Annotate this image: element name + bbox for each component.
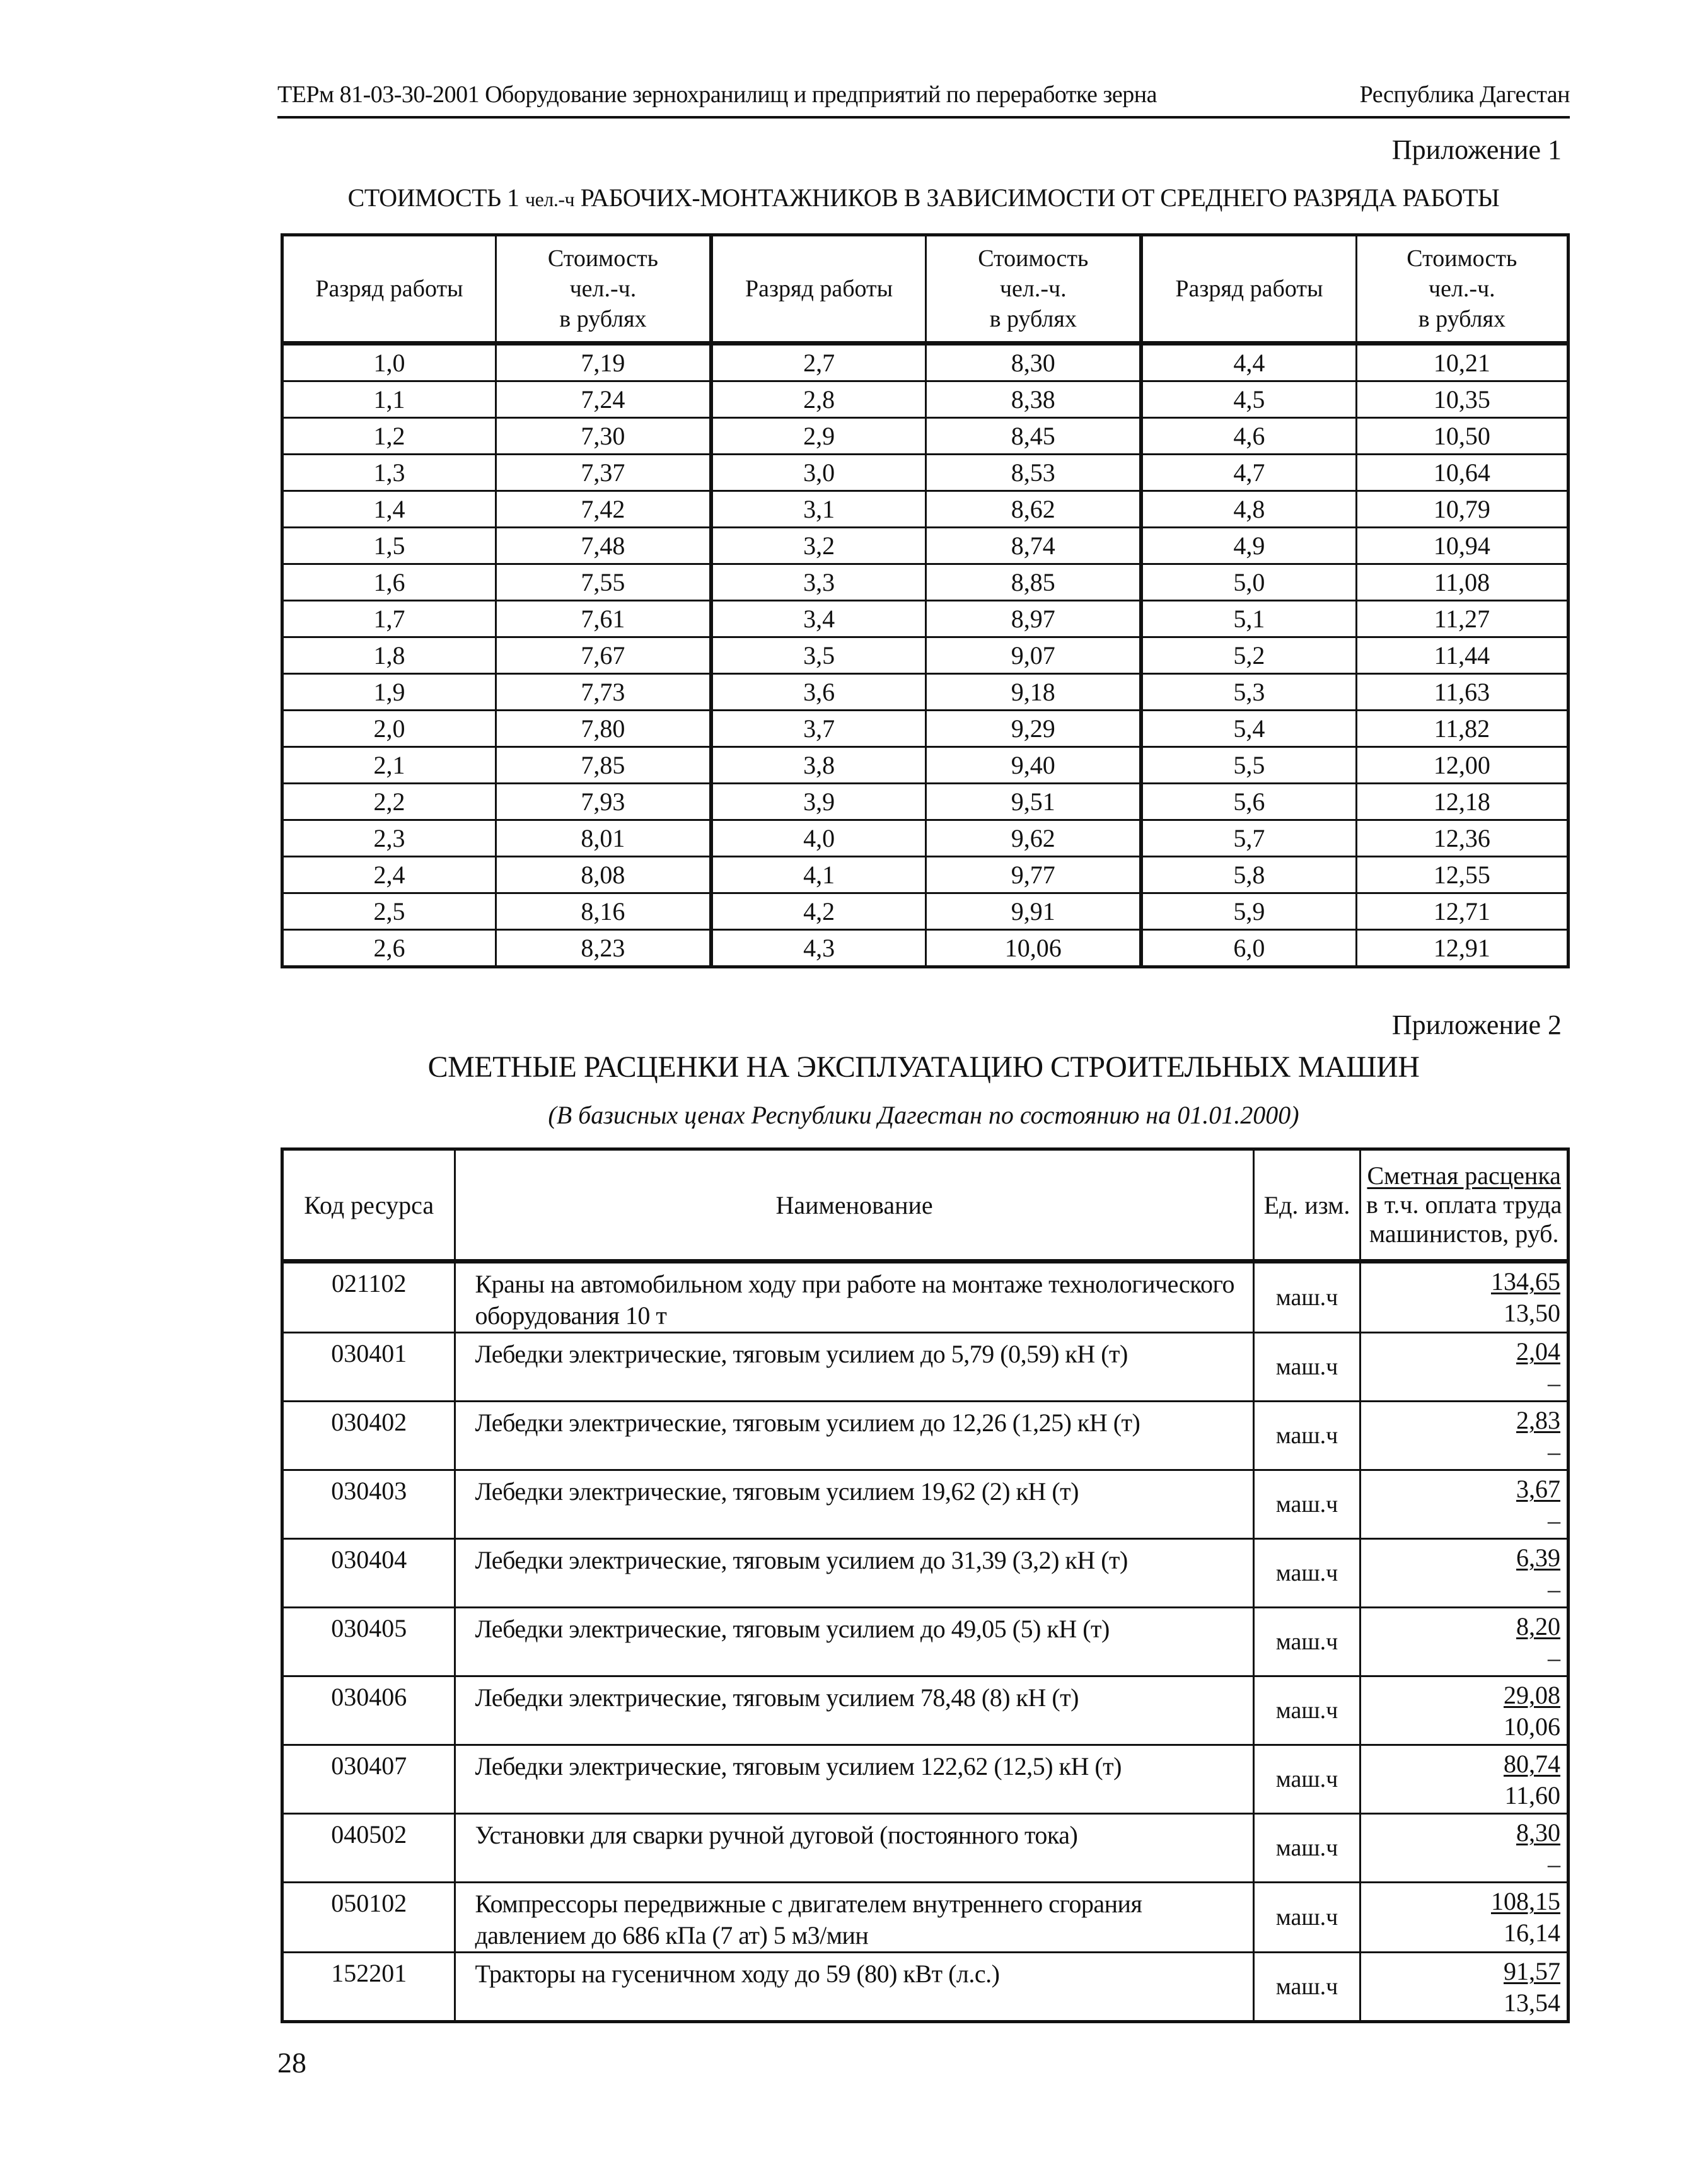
labor-cost-header-row: [282, 235, 1569, 344]
machine-rate-row: [282, 1470, 1569, 1539]
grade-cell: 5,1: [1141, 601, 1356, 637]
cost-cell: 8,85: [926, 564, 1141, 601]
cost-b: чел.-ч.: [1428, 276, 1495, 302]
labor-cost-row: [282, 784, 1569, 820]
page-number: 28: [277, 2047, 306, 2079]
grade-cell: 2,8: [711, 381, 926, 418]
unit-cell: маш.ч: [1253, 1402, 1360, 1470]
price-total-value: 108,15: [1491, 1887, 1560, 1915]
unit-cell: маш.ч: [1253, 1814, 1360, 1883]
labor-cost-row: [282, 857, 1569, 893]
machine-rate-row: [282, 1333, 1569, 1402]
cost-b: чел.-ч.: [569, 276, 637, 302]
appendix-2-label: Приложение 2: [1391, 1009, 1562, 1040]
grade-cell: 4,1: [711, 857, 926, 893]
grade-cell: 4,7: [1141, 455, 1356, 491]
grade-cell: 2,0: [282, 711, 496, 747]
price-total: [1361, 1336, 1560, 1368]
resource-name-cell: Краны на автомобильном ходу при работе на монтаже технологического оборудования 10 т: [455, 1262, 1253, 1333]
price-cell: [1360, 1333, 1569, 1402]
cost-cell: 8,74: [926, 528, 1141, 564]
cost-cell: 7,67: [496, 637, 711, 674]
grade-cell: 4,5: [1141, 381, 1356, 418]
price-total: [1361, 1405, 1560, 1436]
grade-cell: 4,6: [1141, 418, 1356, 455]
resource-name-cell: Лебедки электрические, тяговым усилием 122,62 (12,5) кН (т): [455, 1745, 1253, 1814]
cost-cell: 7,55: [496, 564, 711, 601]
cost-cell: 11,27: [1356, 601, 1568, 637]
grade-cell: 1,1: [282, 381, 496, 418]
cost-c: в рублях: [1418, 306, 1505, 332]
header-grade-3: Разряд работы: [1141, 235, 1356, 344]
grade-cell: 3,2: [711, 528, 926, 564]
machine-rate-row: [282, 1745, 1569, 1814]
price-labor-value: –: [1548, 1850, 1560, 1878]
price-labor-value: –: [1548, 1438, 1560, 1466]
grade-cell: 3,1: [711, 491, 926, 528]
price-total-value: 2,04: [1516, 1337, 1560, 1366]
grade-cell: 5,5: [1141, 747, 1356, 784]
cost-cell: 7,85: [496, 747, 711, 784]
price-labor-value: 13,54: [1504, 1989, 1560, 2017]
cost-a: Стоимость: [978, 245, 1089, 272]
cost-cell: 8,38: [926, 381, 1141, 418]
price-cell: [1360, 1883, 1569, 1953]
grade-cell: 3,6: [711, 674, 926, 711]
labor-cost-row: [282, 711, 1569, 747]
grade-cell: 2,6: [282, 930, 496, 967]
grade-cell: 5,6: [1141, 784, 1356, 820]
price-cell: [1360, 1402, 1569, 1470]
cost-cell: 9,18: [926, 674, 1141, 711]
price-cell: [1360, 1953, 1569, 2022]
price-labor-value: 10,06: [1504, 1712, 1560, 1741]
price-labor-value: 13,50: [1504, 1299, 1560, 1327]
appendix-1-title: [277, 183, 1570, 212]
cost-a: Стоимость: [1407, 245, 1517, 272]
price-total-value: 8,30: [1516, 1818, 1560, 1847]
resource-code-cell: 040502: [282, 1814, 455, 1883]
grade-cell: 5,3: [1141, 674, 1356, 711]
cost-cell: 7,93: [496, 784, 711, 820]
cost-cell: 10,94: [1356, 528, 1568, 564]
price-total: [1361, 1611, 1560, 1642]
resource-name-cell: Установки для сварки ручной дуговой (постоянного тока): [455, 1814, 1253, 1883]
cost-cell: 12,71: [1356, 893, 1568, 930]
grade-cell: 1,8: [282, 637, 496, 674]
price-total-value: 8,20: [1516, 1612, 1560, 1641]
machine-rate-row: [282, 1883, 1569, 1953]
cost-cell: 11,44: [1356, 637, 1568, 674]
resource-name-cell: Лебедки электрические, тяговым усилием 19,62 (2) кН (т): [455, 1470, 1253, 1539]
grade-cell: 2,5: [282, 893, 496, 930]
header-price-top: Сметная расценка: [1367, 1161, 1561, 1190]
resource-name-cell: Лебедки электрические, тяговым усилием до 31,39 (3,2) кН (т): [455, 1539, 1253, 1608]
grade-cell: 5,8: [1141, 857, 1356, 893]
grade-cell: 2,1: [282, 747, 496, 784]
machine-rate-row: [282, 1814, 1569, 1883]
grade-cell: 1,7: [282, 601, 496, 637]
resource-code-cell: 021102: [282, 1262, 455, 1333]
price-labor-value: –: [1548, 1369, 1560, 1397]
machine-rate-row: [282, 1676, 1569, 1745]
header-grade-2: Разряд работы: [711, 235, 926, 344]
labor-cost-row: [282, 747, 1569, 784]
cost-cell: 7,24: [496, 381, 711, 418]
unit-cell: маш.ч: [1253, 1262, 1360, 1333]
header-cost-3: [1356, 235, 1568, 344]
grade-cell: 3,7: [711, 711, 926, 747]
grade-cell: 4,4: [1141, 344, 1356, 381]
resource-code-cell: 030403: [282, 1470, 455, 1539]
price-total-value: 29,08: [1504, 1681, 1560, 1709]
machine-rates-header-row: [282, 1149, 1569, 1262]
header-title: ТЕРм 81-03-30-2001 Оборудование зернохранилищ и предприятий по переработке зерна: [277, 81, 1157, 108]
resource-code-cell: 152201: [282, 1953, 455, 2022]
price-total: [1361, 1680, 1560, 1711]
header-grade-1: Разряд работы: [282, 235, 496, 344]
price-cell: [1360, 1676, 1569, 1745]
resource-code-cell: 030404: [282, 1539, 455, 1608]
cost-cell: 10,64: [1356, 455, 1568, 491]
header-code: Код ресурса: [282, 1149, 455, 1262]
machine-rate-row: [282, 1262, 1569, 1333]
grade-cell: 3,5: [711, 637, 926, 674]
price-labor-value: –: [1548, 1575, 1560, 1603]
cost-cell: 9,77: [926, 857, 1141, 893]
unit-cell: маш.ч: [1253, 1470, 1360, 1539]
grade-cell: 5,7: [1141, 820, 1356, 857]
grade-cell: 4,9: [1141, 528, 1356, 564]
grade-cell: 3,8: [711, 747, 926, 784]
machine-rate-row: [282, 1539, 1569, 1608]
price-labor-value: 11,60: [1504, 1781, 1560, 1809]
resource-code-cell: 030405: [282, 1608, 455, 1676]
price-total: [1361, 1473, 1560, 1505]
resource-code-cell: 030401: [282, 1333, 455, 1402]
cost-cell: 8,16: [496, 893, 711, 930]
grade-cell: 1,3: [282, 455, 496, 491]
cost-cell: 10,21: [1356, 344, 1568, 381]
grade-cell: 1,6: [282, 564, 496, 601]
unit-cell: маш.ч: [1253, 1676, 1360, 1745]
header-price-bottom: в т.ч. оплата труда машинистов, руб.: [1366, 1190, 1562, 1248]
labor-cost-row: [282, 381, 1569, 418]
grade-cell: 4,8: [1141, 491, 1356, 528]
price-cell: [1360, 1814, 1569, 1883]
price-total: [1361, 1748, 1560, 1780]
grade-cell: 3,0: [711, 455, 926, 491]
cost-cell: 11,08: [1356, 564, 1568, 601]
price-cell: [1360, 1745, 1569, 1814]
cost-cell: 7,30: [496, 418, 711, 455]
cost-cell: 12,00: [1356, 747, 1568, 784]
price-total: [1361, 1886, 1560, 1917]
machine-rate-row: [282, 1402, 1569, 1470]
cost-cell: 12,91: [1356, 930, 1568, 967]
grade-cell: 6,0: [1141, 930, 1356, 967]
cost-cell: 9,07: [926, 637, 1141, 674]
grade-cell: 1,9: [282, 674, 496, 711]
grade-cell: 5,2: [1141, 637, 1356, 674]
grade-cell: 2,2: [282, 784, 496, 820]
labor-cost-row: [282, 528, 1569, 564]
labor-cost-row: [282, 930, 1569, 967]
price-total: [1361, 1956, 1560, 1987]
header-unit: Ед. изм.: [1253, 1149, 1360, 1262]
cost-cell: 7,19: [496, 344, 711, 381]
price-total-value: 6,39: [1516, 1543, 1560, 1572]
resource-code-cell: 030402: [282, 1402, 455, 1470]
price-labor-value: 16,14: [1504, 1919, 1560, 1947]
cost-cell: 10,06: [926, 930, 1141, 967]
grade-cell: 1,4: [282, 491, 496, 528]
cost-cell: 10,79: [1356, 491, 1568, 528]
cost-cell: 10,50: [1356, 418, 1568, 455]
price-total: [1361, 1266, 1560, 1298]
resource-name-cell: Тракторы на гусеничном ходу до 59 (80) кВт (л.с.): [455, 1953, 1253, 2022]
appendix-1-title-post: РАБОЧИХ-МОНТАЖНИКОВ В ЗАВИСИМОСТИ ОТ СРЕДНЕГО РАЗРЯДА РАБОТЫ: [574, 183, 1500, 212]
running-header: [277, 81, 1570, 119]
grade-cell: 3,4: [711, 601, 926, 637]
labor-cost-row: [282, 674, 1569, 711]
price-labor-value: –: [1548, 1644, 1560, 1672]
cost-cell: 7,73: [496, 674, 711, 711]
cost-cell: 12,55: [1356, 857, 1568, 893]
resource-name-cell: Лебедки электрические, тяговым усилием до 49,05 (5) кН (т): [455, 1608, 1253, 1676]
header-region: Республика Дагестан: [1359, 81, 1570, 108]
price-cell: [1360, 1262, 1569, 1333]
labor-cost-row: [282, 601, 1569, 637]
grade-cell: 5,9: [1141, 893, 1356, 930]
appendix-2-subtitle: (В базисных ценах Республики Дагестан по состоянию на 01.01.2000): [548, 1101, 1299, 1129]
resource-code-cell: 050102: [282, 1883, 455, 1953]
cost-cell: 8,53: [926, 455, 1141, 491]
cost-cell: 11,63: [1356, 674, 1568, 711]
cost-cell: 8,01: [496, 820, 711, 857]
unit-cell: маш.ч: [1253, 1333, 1360, 1402]
labor-cost-row: [282, 820, 1569, 857]
header-name: Наименование: [455, 1149, 1253, 1262]
cost-cell: 7,42: [496, 491, 711, 528]
unit-cell: маш.ч: [1253, 1608, 1360, 1676]
appendix-2-title: СМЕТНЫЕ РАСЦЕНКИ НА ЭКСПЛУАТАЦИЮ СТРОИТЕЛЬНЫХ МАШИН: [427, 1050, 1420, 1084]
grade-cell: 2,9: [711, 418, 926, 455]
labor-cost-row: [282, 637, 1569, 674]
cost-c: в рублях: [559, 306, 647, 332]
grade-cell: 3,9: [711, 784, 926, 820]
cost-cell: 9,29: [926, 711, 1141, 747]
grade-cell: 4,0: [711, 820, 926, 857]
price-total-value: 80,74: [1504, 1750, 1560, 1778]
cost-cell: 8,08: [496, 857, 711, 893]
resource-name-cell: Лебедки электрические, тяговым усилием 78,48 (8) кН (т): [455, 1676, 1253, 1745]
price-labor-value: –: [1548, 1506, 1560, 1535]
cost-b: чел.-ч.: [999, 276, 1067, 302]
cost-cell: 9,40: [926, 747, 1141, 784]
grade-cell: 4,3: [711, 930, 926, 967]
labor-cost-row: [282, 491, 1569, 528]
cost-cell: 12,18: [1356, 784, 1568, 820]
grade-cell: 2,3: [282, 820, 496, 857]
labor-cost-row: [282, 418, 1569, 455]
cost-cell: 8,30: [926, 344, 1141, 381]
machine-rate-row: [282, 1608, 1569, 1676]
resource-name-cell: Лебедки электрические, тяговым усилием до 5,79 (0,59) кН (т): [455, 1333, 1253, 1402]
cost-cell: 9,51: [926, 784, 1141, 820]
cost-cell: 9,62: [926, 820, 1141, 857]
labor-cost-table: [281, 233, 1570, 968]
header-cost-1: [496, 235, 711, 344]
cost-cell: 11,82: [1356, 711, 1568, 747]
cost-cell: 7,61: [496, 601, 711, 637]
grade-cell: 2,7: [711, 344, 926, 381]
header-price: [1360, 1149, 1569, 1262]
grade-cell: 5,0: [1141, 564, 1356, 601]
price-cell: [1360, 1539, 1569, 1608]
cost-cell: 8,45: [926, 418, 1141, 455]
price-cell: [1360, 1608, 1569, 1676]
resource-name-cell: Лебедки электрические, тяговым усилием до 12,26 (1,25) кН (т): [455, 1402, 1253, 1470]
cost-cell: 8,23: [496, 930, 711, 967]
price-cell: [1360, 1470, 1569, 1539]
price-total: [1361, 1542, 1560, 1574]
cost-cell: 9,91: [926, 893, 1141, 930]
cost-cell: 10,35: [1356, 381, 1568, 418]
labor-cost-row: [282, 893, 1569, 930]
resource-name-cell: Компрессоры передвижные с двигателем внутреннего сгорания давлением до 686 кПа (7 ат) 5 м3/мин: [455, 1883, 1253, 1953]
unit-cell: маш.ч: [1253, 1745, 1360, 1814]
cost-a: Стоимость: [547, 245, 658, 272]
grade-cell: 4,2: [711, 893, 926, 930]
labor-cost-row: [282, 455, 1569, 491]
cost-c: в рублях: [989, 306, 1077, 332]
grade-cell: 1,0: [282, 344, 496, 381]
unit-cell: маш.ч: [1253, 1539, 1360, 1608]
labor-cost-row: [282, 564, 1569, 601]
cost-cell: 7,48: [496, 528, 711, 564]
unit-cell: маш.ч: [1253, 1953, 1360, 2022]
appendix-1-label: Приложение 1: [1391, 134, 1562, 165]
resource-code-cell: 030406: [282, 1676, 455, 1745]
price-total-value: 134,65: [1491, 1267, 1560, 1296]
machine-rates-table: [281, 1147, 1570, 2023]
machine-rate-row: [282, 1953, 1569, 2022]
price-total-value: 2,83: [1516, 1406, 1560, 1434]
header-cost-2: [926, 235, 1141, 344]
price-total-value: 91,57: [1504, 1957, 1560, 1985]
price-total: [1361, 1817, 1560, 1849]
cost-cell: 12,36: [1356, 820, 1568, 857]
grade-cell: 1,2: [282, 418, 496, 455]
cost-cell: 8,62: [926, 491, 1141, 528]
price-total-value: 3,67: [1516, 1475, 1560, 1503]
labor-cost-row: [282, 344, 1569, 381]
resource-code-cell: 030407: [282, 1745, 455, 1814]
grade-cell: 3,3: [711, 564, 926, 601]
cost-cell: 7,80: [496, 711, 711, 747]
grade-cell: 2,4: [282, 857, 496, 893]
appendix-1-title-pre: СТОИМОСТЬ 1: [347, 183, 526, 212]
appendix-1-title-unit: чел.-ч: [525, 188, 575, 211]
unit-cell: маш.ч: [1253, 1883, 1360, 1953]
grade-cell: 5,4: [1141, 711, 1356, 747]
cost-cell: 7,37: [496, 455, 711, 491]
grade-cell: 1,5: [282, 528, 496, 564]
cost-cell: 8,97: [926, 601, 1141, 637]
